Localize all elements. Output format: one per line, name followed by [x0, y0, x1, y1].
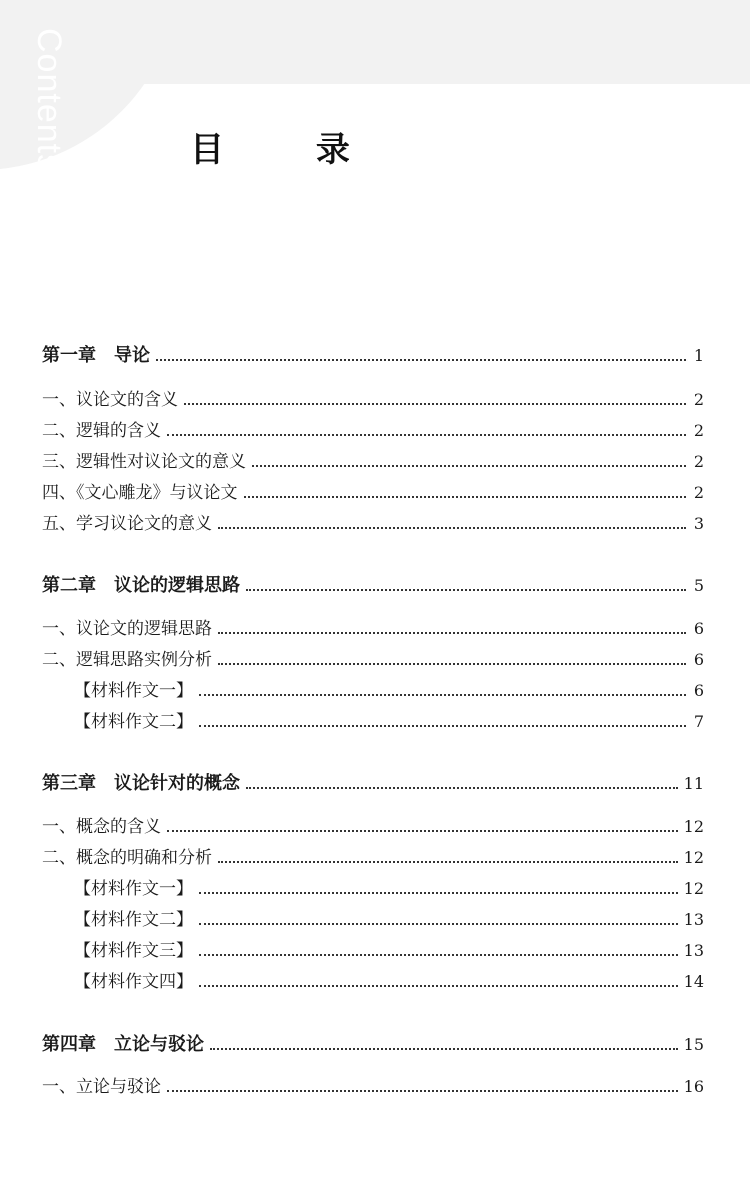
toc-page-number: 2	[693, 483, 704, 502]
toc-entry[interactable]	[42, 615, 704, 641]
toc-page-number: 2	[693, 452, 704, 471]
toc-page-number: 16	[683, 1077, 704, 1096]
leader-dots	[199, 985, 678, 987]
toc-label: 【材料作文四】	[74, 972, 193, 992]
toc-page-number: 14	[683, 972, 704, 991]
toc-entry[interactable]	[42, 386, 704, 412]
toc-label: 一、议论文的含义	[42, 390, 178, 410]
toc-chapter-2[interactable]	[42, 572, 704, 598]
toc-entry[interactable]	[42, 479, 704, 505]
toc-page-number: 6	[693, 681, 704, 700]
toc-page-number: 6	[693, 650, 704, 669]
toc-page-number: 12	[683, 879, 704, 898]
leader-dots	[218, 663, 686, 665]
toc-subentry[interactable]	[74, 677, 704, 703]
toc-page-number: 5	[693, 576, 704, 595]
leader-dots	[167, 1090, 678, 1092]
toc-entry[interactable]	[42, 1073, 704, 1099]
toc-label: 一、立论与驳论	[42, 1077, 161, 1097]
toc-page-number: 13	[683, 910, 704, 929]
toc-entry[interactable]	[42, 448, 704, 474]
leader-dots	[199, 725, 686, 727]
toc-page-number: 7	[693, 712, 704, 731]
leader-dots	[199, 923, 678, 925]
leader-dots	[210, 1048, 678, 1050]
leader-dots	[167, 830, 678, 832]
toc-label: 【材料作文一】	[74, 681, 193, 701]
toc-chapter-4[interactable]	[42, 1031, 704, 1057]
toc-page-number: 12	[683, 817, 704, 836]
leader-dots	[199, 892, 678, 894]
toc-label: 一、概念的含义	[42, 817, 161, 837]
toc-subentry[interactable]	[74, 968, 704, 994]
toc-entry[interactable]	[42, 510, 704, 536]
toc-entry[interactable]	[42, 813, 704, 839]
toc-subentry[interactable]	[74, 875, 704, 901]
toc-label: 四、《文心雕龙》与议论文	[42, 483, 238, 503]
leader-dots	[184, 403, 686, 405]
toc-label: 三、逻辑性对议论文的意义	[42, 452, 246, 472]
toc-page-number: 3	[693, 514, 704, 533]
leader-dots	[246, 589, 686, 591]
leader-dots	[167, 434, 686, 436]
leader-dots	[218, 632, 686, 634]
toc-label: 【材料作文二】	[74, 712, 193, 732]
contents-side-label: Contents	[30, 28, 68, 173]
toc-label: 【材料作文一】	[74, 879, 193, 899]
toc-label: 第二章 议论的逻辑思路	[42, 575, 240, 596]
toc-entry[interactable]	[42, 844, 704, 870]
toc-chapter-3[interactable]	[42, 770, 704, 796]
toc-page-number: 6	[693, 619, 704, 638]
leader-dots	[244, 496, 687, 498]
toc-subentry[interactable]	[74, 937, 704, 963]
toc-page-number: 15	[683, 1035, 704, 1054]
toc-entry[interactable]	[42, 417, 704, 443]
toc-page-number: 2	[693, 390, 704, 409]
toc-label: 二、逻辑的含义	[42, 421, 161, 441]
toc-label: 二、概念的明确和分析	[42, 848, 212, 868]
toc-page-number: 13	[683, 941, 704, 960]
toc-label: 第一章 导论	[42, 345, 150, 366]
page-title: 目 录	[190, 130, 390, 170]
leader-dots	[199, 954, 678, 956]
toc-subentry[interactable]	[74, 708, 704, 734]
toc-label: 【材料作文三】	[74, 941, 193, 961]
toc-subentry[interactable]	[74, 906, 704, 932]
corner-decoration	[0, 0, 180, 173]
leader-dots	[252, 465, 686, 467]
toc-chapter-1[interactable]	[42, 342, 704, 368]
toc-label: 第三章 议论针对的概念	[42, 773, 240, 794]
toc-entry[interactable]	[42, 646, 704, 672]
toc-label: 第四章 立论与驳论	[42, 1034, 204, 1055]
leader-dots	[218, 527, 686, 529]
leader-dots	[199, 694, 686, 696]
toc-page-number: 1	[693, 346, 704, 365]
toc-page-number: 12	[683, 848, 704, 867]
leader-dots	[156, 359, 686, 361]
leader-dots	[218, 861, 678, 863]
toc-page-number: 2	[693, 421, 704, 440]
toc-label: 二、逻辑思路实例分析	[42, 650, 212, 670]
toc-label: 【材料作文二】	[74, 910, 193, 930]
toc-label: 一、议论文的逻辑思路	[42, 619, 212, 639]
leader-dots	[246, 787, 678, 789]
toc-page-number: 11	[683, 774, 704, 793]
toc-label: 五、学习议论文的意义	[42, 514, 212, 534]
